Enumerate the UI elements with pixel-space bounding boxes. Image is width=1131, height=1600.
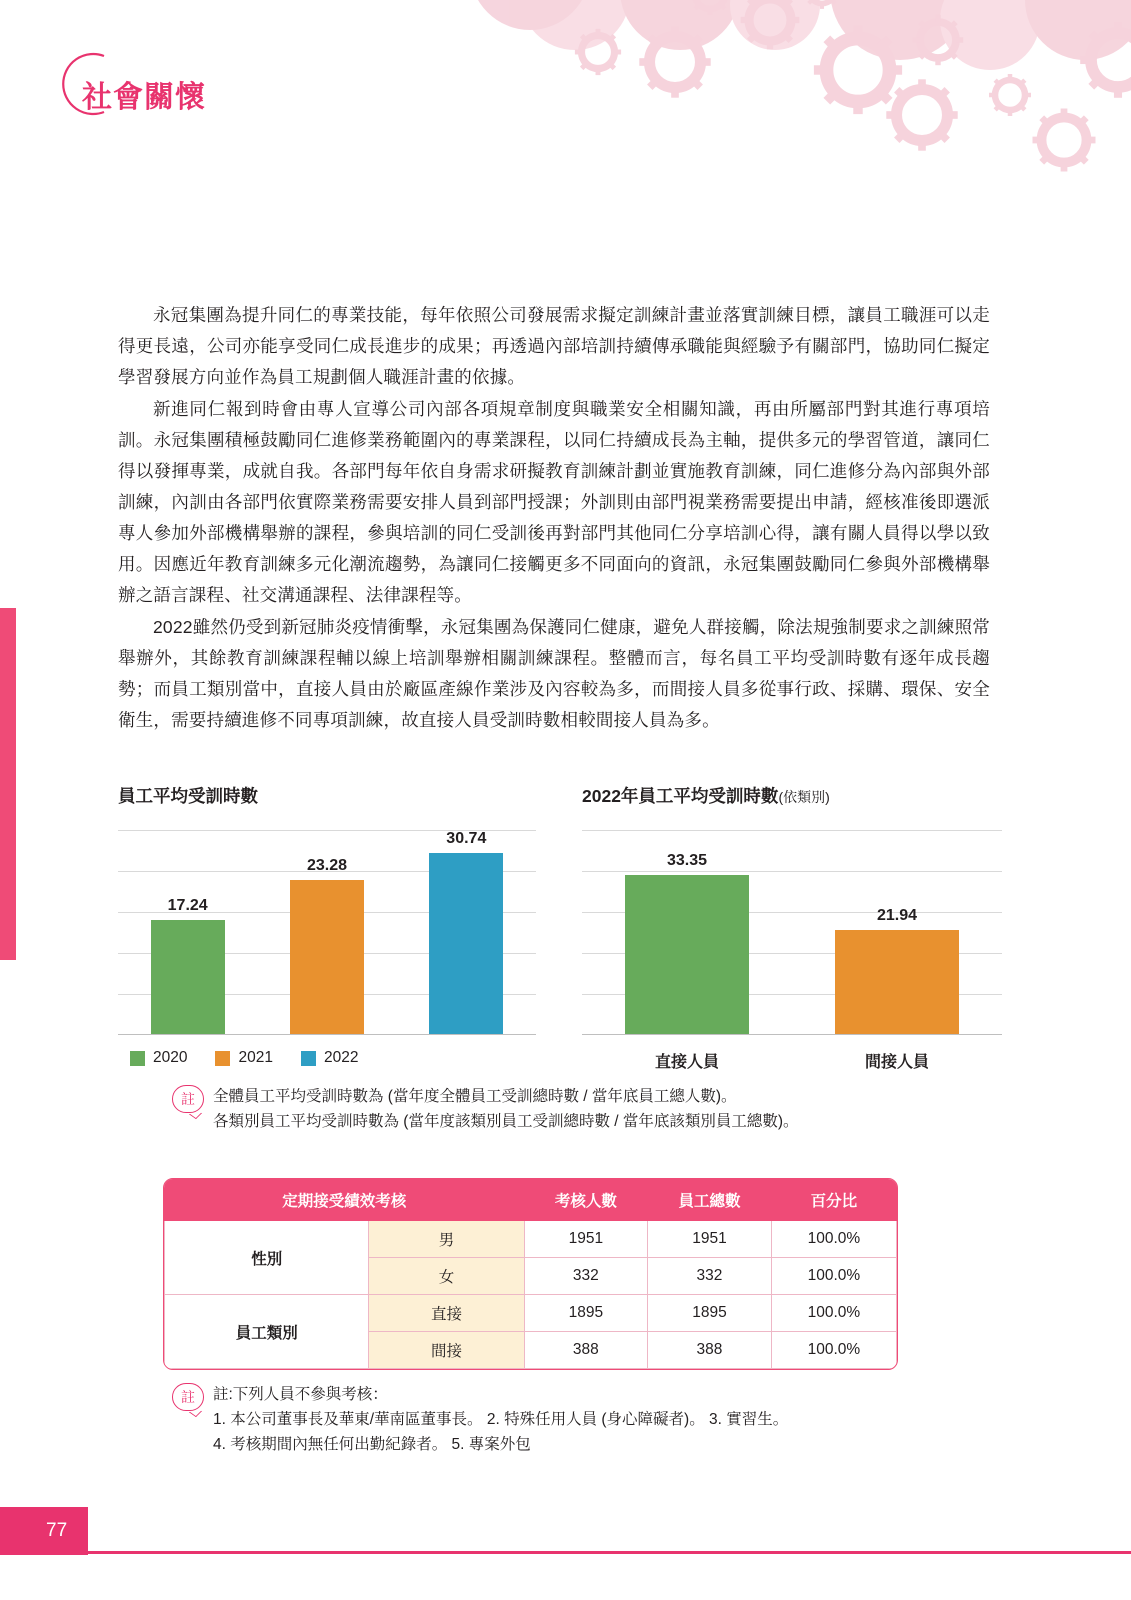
bar-rect-indirect [835, 930, 959, 1035]
chart-note [172, 1084, 972, 1134]
cell-male-total: 1951 [648, 1221, 772, 1258]
note-badge-icon: 註 [172, 1085, 204, 1113]
chart-1-bar-2021 [257, 830, 396, 1035]
body-content [118, 300, 990, 737]
chart-1-value-2020: 17.24 [167, 897, 208, 914]
legend-item-2022 [301, 1049, 358, 1067]
performance-review-table-wrapper [163, 1178, 898, 1370]
page-title: 社會關懷 [82, 81, 206, 114]
table-header-percent: 百分比 [771, 1180, 896, 1221]
row-sub-direct: 直接 [369, 1295, 524, 1332]
chart-average-training-hours [118, 783, 536, 1072]
chart-1-title-text: 員工平均受訓時數 [118, 786, 258, 806]
cell-direct-total: 1895 [648, 1295, 772, 1332]
chart-2-label-indirect: 間接人員 [864, 1054, 929, 1071]
legend-swatch-2020 [130, 1051, 145, 1066]
chart-2-axis [582, 1034, 1002, 1035]
cell-female-percent: 100.0% [771, 1258, 896, 1295]
chart-2-title-text: 2022年員工平均受訓時數 [582, 786, 779, 806]
chart-2-subtitle: (依類別) [778, 789, 830, 805]
row-category-employee-type: 員工類別 [165, 1295, 369, 1369]
cell-female-total: 332 [648, 1258, 772, 1295]
chart-2022-training-hours-by-type [582, 783, 1002, 1072]
chart-2-plot [582, 830, 1002, 1035]
chart-2-bar-direct [582, 830, 792, 1035]
chart-1-legend [118, 1049, 536, 1067]
table-header-category: 定期接受績效考核 [165, 1180, 525, 1221]
cell-female-reviewed: 332 [524, 1258, 648, 1295]
chart-1-value-2022: 30.74 [446, 830, 487, 847]
chart-2-title [582, 783, 1002, 808]
row-category-gender: 性別 [165, 1221, 369, 1295]
table-note [172, 1382, 972, 1457]
legend-label-2022: 2022 [323, 1049, 359, 1066]
table-header-row [165, 1180, 897, 1221]
legend-swatch-2022 [301, 1051, 316, 1066]
chart-1-value-2021: 23.28 [306, 857, 348, 874]
bar-rect-2022 [429, 853, 503, 1035]
chart-note-text [213, 1084, 799, 1134]
cell-male-reviewed: 1951 [524, 1221, 648, 1258]
bar-rect-direct [625, 875, 749, 1035]
legend-label-2021: 2021 [238, 1049, 273, 1066]
page-header [50, 72, 206, 116]
paragraph-3: 2022雖然仍受到新冠肺炎疫情衝擊，永冠集團為保護同仁健康，避免人群接觸，除法規強制要求之訓練照常舉辦外，其餘教育訓練課程輔以線上培訓舉辦相關訓練課程。整體而言，每名員工平均受訓時數有逐年成長趨勢；而員工類別當中，直接人員由於廠區產線作業涉及內容較為多，而間接人員多從事行政、採購、環保、安全衛生，需要持續進修不同專項訓練，故直接人員受訓時數相較間接人員為多。 [118, 617, 990, 730]
chart-2-value-indirect: 21.94 [876, 907, 918, 924]
chart-2-bars [582, 830, 1002, 1035]
chart-1-bars [118, 830, 536, 1035]
row-sub-female: 女 [369, 1258, 524, 1295]
legend-item-2021 [215, 1049, 272, 1067]
table-header-reviewed: 考核人數 [524, 1180, 648, 1221]
table-row [165, 1221, 897, 1258]
chart-2-label-direct: 直接人員 [654, 1054, 719, 1071]
cell-direct-percent: 100.0% [771, 1295, 896, 1332]
table-note-line-3: 4. 考核期間內無任何出勤紀錄者。 5. 專案外包 [213, 1436, 531, 1453]
legend-label-2020: 2020 [153, 1049, 188, 1066]
note-badge-icon: 註 [172, 1383, 204, 1411]
chart-2-category-labels [582, 1049, 1002, 1072]
bar-rect-2020 [151, 920, 225, 1035]
cell-indirect-reviewed: 388 [524, 1332, 648, 1369]
decorative-gear-band [470, 0, 1131, 210]
chart-2-value-direct: 33.35 [666, 852, 708, 869]
page-number: 77 [46, 1520, 68, 1541]
chart-2-bar-indirect [792, 830, 1002, 1035]
paragraph-1: 永冠集團為提升同仁的專業技能，每年依照公司發展需求擬定訓練計畫並落實訓練目標，讓員工職涯可以走得更長遠，公司亦能享受同仁成長進步的成果；再透過內部培訓持續傳承職能與經驗予有關部門，協助同仁擬定學習發展方向並作為員工規劃個人職涯計畫的依據。 [118, 305, 990, 387]
cell-direct-reviewed: 1895 [524, 1295, 648, 1332]
chart-1-plot [118, 830, 536, 1035]
table-note-text [213, 1382, 788, 1457]
bar-rect-2021 [290, 880, 364, 1035]
page-number-block [0, 1507, 88, 1555]
cell-indirect-total: 388 [648, 1332, 772, 1369]
row-sub-male: 男 [369, 1221, 524, 1258]
chart-note-line-1: 全體員工平均受訓時數為 (當年度全體員工受訓總時數 / 當年底員工總人數)。 [213, 1088, 737, 1105]
chart-1-bar-2020 [118, 830, 257, 1035]
table-note-line-2: 1. 本公司董事長及華東/華南區董事長。 2. 特殊任用人員 (身心障礙者)。 3. 實習生。 [213, 1411, 789, 1428]
cell-indirect-percent: 100.0% [771, 1332, 896, 1369]
chart-1-bar-2022 [397, 830, 536, 1035]
paragraph-2: 新進同仁報到時會由專人宣導公司內部各項規章制度與職業安全相關知識，再由所屬部門對其進行專項培訓。永冠集團積極鼓勵同仁進修業務範圍內的專業課程，以同仁持續成長為主軸，提供多元的學習管道，讓同仁得以發揮專業，成就自我。各部門每年依自身需求研擬教育訓練計劃並實施教育訓練，同仁進修分為內部與外部訓練，內訓由各部門依實際業務需要安排人員到部門授課；外訓則由部門視業務需要提出申請，經核准後即選派專人參加外部機構舉辦的課程，參與培訓的同仁受訓後再對部門其他同仁分享培訓心得，讓有關人員得以學以致用。因應近年教育訓練多元化潮流趨勢，為讓同仁接觸更多不同面向的資訊，永冠集團鼓勵同仁參與外部機構舉辦之語言課程、社交溝通課程、法律課程等。 [118, 399, 990, 605]
chart-1-title [118, 783, 536, 808]
chart-note-line-2: 各類別員工平均受訓時數為 (當年度該類別員工受訓總時數 / 當年底該類別員工總數)。 [213, 1113, 799, 1130]
performance-review-table [164, 1179, 897, 1369]
cell-male-percent: 100.0% [771, 1221, 896, 1258]
table-row [165, 1295, 897, 1332]
row-sub-indirect: 間接 [369, 1332, 524, 1369]
chart-1-axis [118, 1034, 536, 1035]
charts-row [118, 783, 1018, 1072]
legend-swatch-2021 [215, 1051, 230, 1066]
table-header-total: 員工總數 [648, 1180, 772, 1221]
table-note-line-1: 註:下列人員不參與考核： [213, 1386, 388, 1403]
footer-rule [88, 1551, 1131, 1554]
legend-item-2020 [130, 1049, 187, 1067]
section-edge-tab [0, 608, 16, 960]
